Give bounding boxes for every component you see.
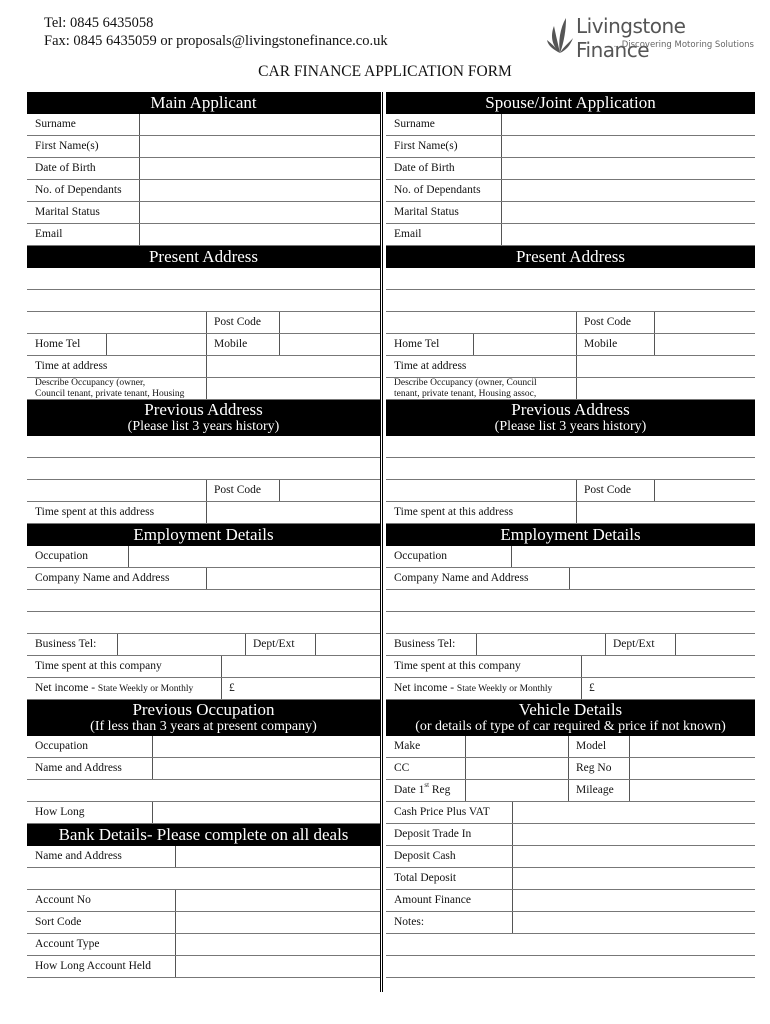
spouse-address-line-1[interactable] bbox=[386, 268, 755, 290]
logo-name: Livingstone Finance bbox=[576, 14, 686, 62]
notes-line-3[interactable] bbox=[386, 956, 755, 978]
section-header-spouse: Spouse/Joint Application bbox=[386, 92, 755, 114]
spouse-field-surname[interactable]: Surname bbox=[386, 114, 755, 136]
spouse-field-first-names[interactable]: First Name(s) bbox=[386, 136, 755, 158]
spouse-prev-postcode-row[interactable]: Post Code bbox=[386, 480, 755, 502]
business-tel-row[interactable]: Business Tel: Dept/Ext bbox=[27, 634, 380, 656]
right-column bbox=[386, 92, 755, 978]
field-occupation[interactable]: Occupation bbox=[27, 546, 380, 568]
company-logo bbox=[546, 14, 758, 62]
spouse-prev-address-line-2[interactable] bbox=[386, 458, 755, 480]
field-time-at-address[interactable]: Time at address bbox=[27, 356, 380, 378]
spouse-field-marital-status[interactable]: Marital Status bbox=[386, 202, 755, 224]
spouse-business-tel-row[interactable]: Business Tel: Dept/Ext bbox=[386, 634, 755, 656]
field-deposit-trade-in[interactable]: Deposit Trade In bbox=[386, 824, 755, 846]
spouse-field-time-spent-company[interactable]: Time spent at this company bbox=[386, 656, 755, 678]
spouse-section-header-employment: Employment Details bbox=[386, 524, 755, 546]
section-header-bank: Bank Details- Please complete on all deals bbox=[27, 824, 380, 846]
spouse-phone-row[interactable]: Home Tel Mobile bbox=[386, 334, 755, 356]
spouse-field-occupancy[interactable]: Describe Occupancy (owner, Council tenant, private tenant, Housing assoc, bbox=[386, 378, 755, 400]
leaf-logo-icon bbox=[546, 16, 574, 54]
field-deposit-cash[interactable]: Deposit Cash bbox=[386, 846, 755, 868]
field-company[interactable]: Company Name and Address bbox=[27, 568, 380, 590]
field-surname[interactable]: Surname bbox=[27, 114, 380, 136]
field-prev-occupation[interactable]: Occupation bbox=[27, 736, 380, 758]
spouse-field-dob[interactable]: Date of Birth bbox=[386, 158, 755, 180]
field-how-long[interactable]: How Long bbox=[27, 802, 380, 824]
spouse-address-line-2[interactable] bbox=[386, 290, 755, 312]
address-line-1[interactable] bbox=[27, 268, 380, 290]
field-account-held[interactable]: How Long Account Held bbox=[27, 956, 380, 978]
field-dob[interactable]: Date of Birth bbox=[27, 158, 380, 180]
tel-text: Tel: 0845 6435058 bbox=[44, 15, 154, 31]
field-sort-code[interactable]: Sort Code bbox=[27, 912, 380, 934]
vehicle-make-model-row[interactable]: Make Model bbox=[386, 736, 755, 758]
prev-address-line-1[interactable] bbox=[27, 436, 380, 458]
vehicle-cc-reg-row[interactable]: CC Reg No bbox=[386, 758, 755, 780]
prev-name-address-line-2[interactable] bbox=[27, 780, 380, 802]
prev-address-line-2[interactable] bbox=[27, 458, 380, 480]
spouse-field-time-at-address[interactable]: Time at address bbox=[386, 356, 755, 378]
field-total-deposit[interactable]: Total Deposit bbox=[386, 868, 755, 890]
field-marital-status[interactable]: Marital Status bbox=[27, 202, 380, 224]
section-header-employment: Employment Details bbox=[27, 524, 380, 546]
field-bank-name-address[interactable]: Name and Address bbox=[27, 846, 380, 868]
section-header-vehicle: Vehicle Details (or details of type of car required & price if not known) bbox=[386, 700, 755, 736]
spouse-section-header-present-address: Present Address bbox=[386, 246, 755, 268]
field-time-spent-company[interactable]: Time spent at this company bbox=[27, 656, 380, 678]
spouse-field-time-spent-address[interactable]: Time spent at this address bbox=[386, 502, 755, 524]
field-cash-price[interactable]: Cash Price Plus VAT bbox=[386, 802, 755, 824]
spouse-postcode-row[interactable]: Post Code bbox=[386, 312, 755, 334]
section-header-previous-occupation: Previous Occupation (If less than 3 years at present company) bbox=[27, 700, 380, 736]
field-occupancy[interactable]: Describe Occupancy (owner, Council tenant, private tenant, Housing bbox=[27, 378, 380, 400]
fax-email-text: Fax: 0845 6435059 or proposals@livingstonefinance.co.uk bbox=[44, 33, 388, 49]
prev-postcode-row[interactable]: Post Code bbox=[27, 480, 380, 502]
page-title: CAR FINANCE APPLICATION FORM bbox=[258, 63, 512, 80]
company-line-3[interactable] bbox=[27, 612, 380, 634]
spouse-section-header-previous-address: Previous Address (Please list 3 years history) bbox=[386, 400, 755, 436]
field-net-income[interactable]: Net income - State Weekly or Monthly £ bbox=[27, 678, 380, 700]
postcode-row[interactable]: Post Code bbox=[27, 312, 380, 334]
left-column bbox=[27, 92, 380, 978]
contact-info bbox=[44, 14, 388, 50]
bank-address-line-2[interactable] bbox=[27, 868, 380, 890]
spouse-field-occupation[interactable]: Occupation bbox=[386, 546, 755, 568]
field-prev-name-address[interactable]: Name and Address bbox=[27, 758, 380, 780]
spouse-field-net-income[interactable]: Net income - State Weekly or Monthly £ bbox=[386, 678, 755, 700]
phone-row[interactable]: Home Tel Mobile bbox=[27, 334, 380, 356]
field-first-names[interactable]: First Name(s) bbox=[27, 136, 380, 158]
field-account-type[interactable]: Account Type bbox=[27, 934, 380, 956]
field-amount-finance[interactable]: Amount Finance bbox=[386, 890, 755, 912]
column-divider bbox=[380, 92, 383, 992]
company-line-2[interactable] bbox=[27, 590, 380, 612]
spouse-company-line-2[interactable] bbox=[386, 590, 755, 612]
spouse-field-email[interactable]: Email bbox=[386, 224, 755, 246]
field-dependants[interactable]: No. of Dependants bbox=[27, 180, 380, 202]
section-header-previous-address: Previous Address (Please list 3 years history) bbox=[27, 400, 380, 436]
spouse-company-line-3[interactable] bbox=[386, 612, 755, 634]
logo-tagline: ...Discovering Motoring Solutions bbox=[613, 40, 754, 50]
section-header-main-applicant: Main Applicant bbox=[27, 92, 380, 114]
field-notes[interactable]: Notes: bbox=[386, 912, 755, 934]
notes-line-2[interactable] bbox=[386, 934, 755, 956]
section-header-present-address: Present Address bbox=[27, 246, 380, 268]
vehicle-date-mileage-row[interactable]: Date 1st Reg Mileage bbox=[386, 780, 755, 802]
spouse-prev-address-line-1[interactable] bbox=[386, 436, 755, 458]
address-line-2[interactable] bbox=[27, 290, 380, 312]
spouse-field-dependants[interactable]: No. of Dependants bbox=[386, 180, 755, 202]
field-account-no[interactable]: Account No bbox=[27, 890, 380, 912]
spouse-field-company[interactable]: Company Name and Address bbox=[386, 568, 755, 590]
field-email[interactable]: Email bbox=[27, 224, 380, 246]
field-time-spent-address[interactable]: Time spent at this address bbox=[27, 502, 380, 524]
